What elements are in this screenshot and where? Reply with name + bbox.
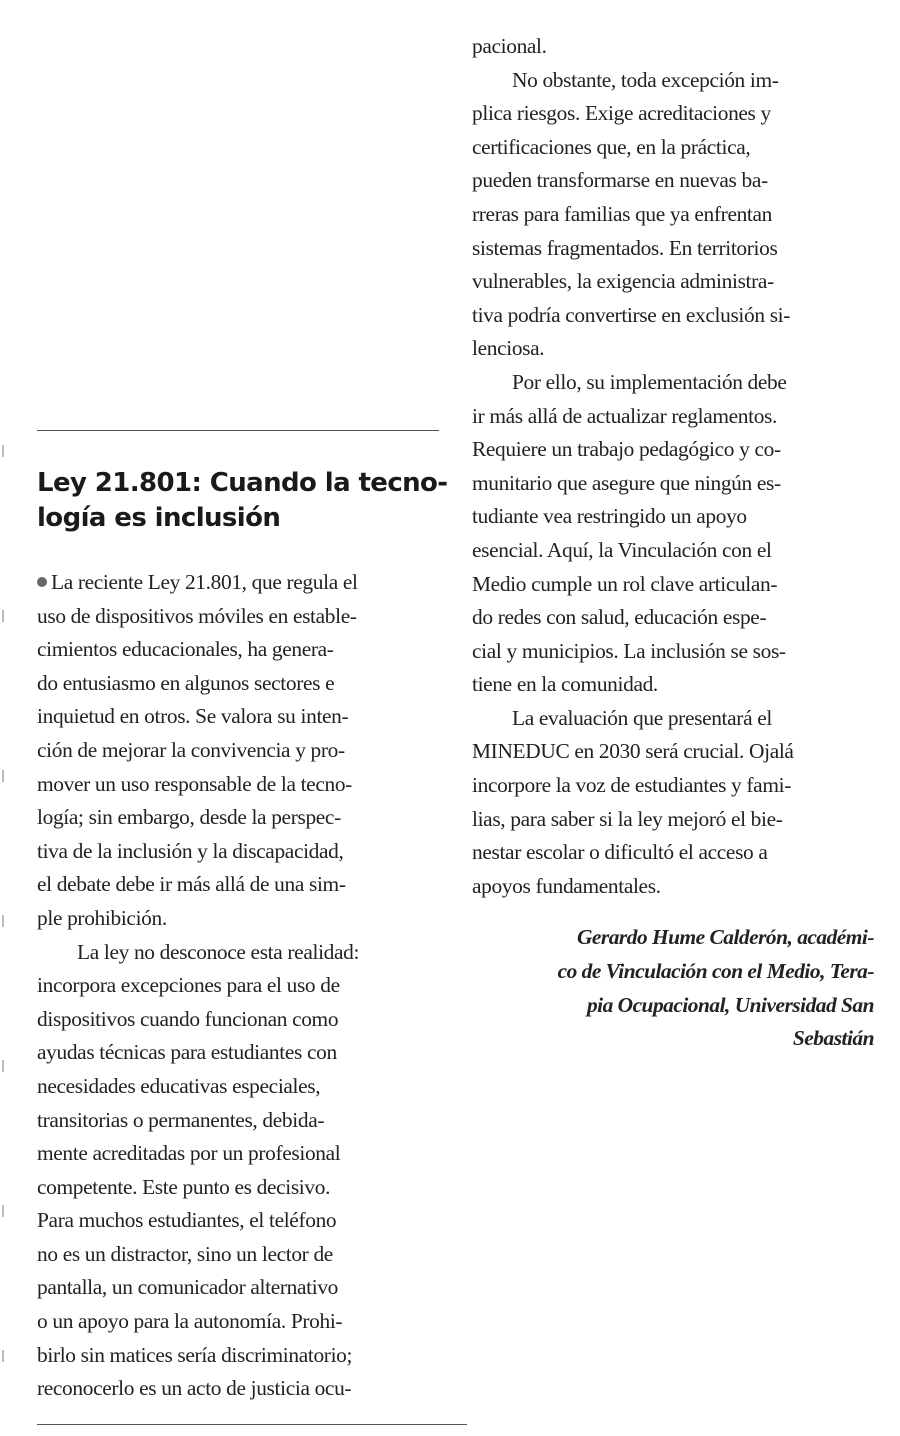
author-signature xyxy=(472,921,874,1055)
body-line: munitario que asegure que ningún es- xyxy=(472,470,781,495)
body-line: Para muchos estudiantes, el teléfono xyxy=(37,1208,337,1233)
body-line: o un apoyo para la autonomía. Prohi- xyxy=(37,1309,343,1334)
body-line: mente acreditadas por un profesional xyxy=(37,1141,341,1166)
body-line: tiva de la inclusión y la discapacidad, xyxy=(37,838,344,863)
body-line: cimientos educacionales, ha genera- xyxy=(37,637,334,662)
body-line: Requiere un trabajo pedagógico y co- xyxy=(472,437,781,462)
body-line: sistemas fragmentados. En territorios xyxy=(472,235,778,260)
body-line: el debate debe ir más allá de una sim- xyxy=(37,872,346,897)
body-line: La evaluación que presentará el xyxy=(512,705,772,730)
body-line: lenciosa. xyxy=(472,336,545,361)
body-line: vulnerables, la exigencia administra- xyxy=(472,269,774,294)
body-line: pantalla, un comunicador alternativo xyxy=(37,1275,339,1300)
body-line: ción de mejorar la convivencia y pro- xyxy=(37,737,345,762)
headline-top-rule xyxy=(37,430,439,431)
body-line: logía; sin embargo, desde la perspec- xyxy=(37,805,341,830)
body-line: MINEDUC en 2030 será crucial. Ojalá xyxy=(472,739,794,764)
body-line: lias, para saber si la ley mejoró el bie- xyxy=(472,806,783,831)
body-line: Por ello, su implementación debe xyxy=(512,369,787,394)
body-line: necesidades educativas especiales, xyxy=(37,1073,321,1098)
body-line: do entusiasmo en algunos sectores e xyxy=(37,670,335,695)
body-line: tudiante vea restringido un apoyo xyxy=(472,504,747,529)
signature-line: Sebastián xyxy=(792,1026,874,1051)
bottom-rule xyxy=(37,1424,467,1425)
body-line: uso de dispositivos móviles en estable- xyxy=(37,603,357,628)
body-line: inquietud en otros. Se valora su inten- xyxy=(37,704,349,729)
headline-line-1: Ley 21.801: Cuando la tecno- xyxy=(37,468,448,498)
body-line: Medio cumple un rol clave articulan- xyxy=(472,571,778,596)
body-line: dispositivos cuando funcionan como xyxy=(37,1006,339,1031)
body-line: tiva podría convertirse en exclusión si- xyxy=(472,302,791,327)
body-line: nestar escolar o dificultó el acceso a xyxy=(472,840,768,865)
body-line: La reciente Ley 21.801, que regula el xyxy=(37,566,439,600)
body-line: incorpore la voz de estudiantes y fami- xyxy=(472,773,791,798)
left-edge-marks xyxy=(0,0,8,1436)
body-line: mover un uso responsable de la tecno- xyxy=(37,771,352,796)
body-line: no es un distractor, sino un lector de xyxy=(37,1241,333,1266)
signature-line: co de Vinculación con el Medio, Tera- xyxy=(557,959,874,984)
body-line: ple prohibición. xyxy=(37,905,167,930)
right-column-body xyxy=(472,30,874,1056)
body-line: La ley no desconoce esta realidad: xyxy=(77,939,360,964)
body-line: ayudas técnicas para estudiantes con xyxy=(37,1040,337,1065)
body-line: pueden transformarse en nuevas ba- xyxy=(472,168,768,193)
body-line: pacional. xyxy=(472,34,547,58)
body-line: rreras para familias que ya enfrentan xyxy=(472,201,773,226)
signature-line: pia Ocupacional, Universidad San xyxy=(586,992,874,1017)
body-line: esencial. Aquí, la Vinculación con el xyxy=(472,537,772,562)
body-line: birlo sin matices sería discriminatorio; xyxy=(37,1342,353,1367)
body-line: plica riesgos. Exige acreditaciones y xyxy=(472,101,771,126)
body-line: ir más allá de actualizar reglamentos. xyxy=(472,403,778,428)
body-line: competente. Este punto es decisivo. xyxy=(37,1174,331,1199)
body-line: tiene en la comunidad. xyxy=(472,672,658,697)
body-line: certificaciones que, en la práctica, xyxy=(472,134,751,159)
signature-line: Gerardo Hume Calderón, académi- xyxy=(576,925,874,950)
headline-line-2: logía es inclusión xyxy=(37,503,281,533)
article-headline xyxy=(37,466,447,536)
body-line: do redes con salud, educación espe- xyxy=(472,605,767,630)
body-line: transitorias o permanentes, debida- xyxy=(37,1107,325,1132)
body-line: reconocerlo es un acto de justicia ocu- xyxy=(37,1376,352,1401)
bullet-icon xyxy=(37,577,47,587)
body-line: incorpora excepciones para el uso de xyxy=(37,973,340,998)
left-column-body xyxy=(37,566,439,1406)
body-line: cial y municipios. La inclusión se sos- xyxy=(472,638,786,663)
body-line: apoyos fundamentales. xyxy=(472,873,661,898)
body-line: No obstante, toda excepción im- xyxy=(512,67,779,92)
